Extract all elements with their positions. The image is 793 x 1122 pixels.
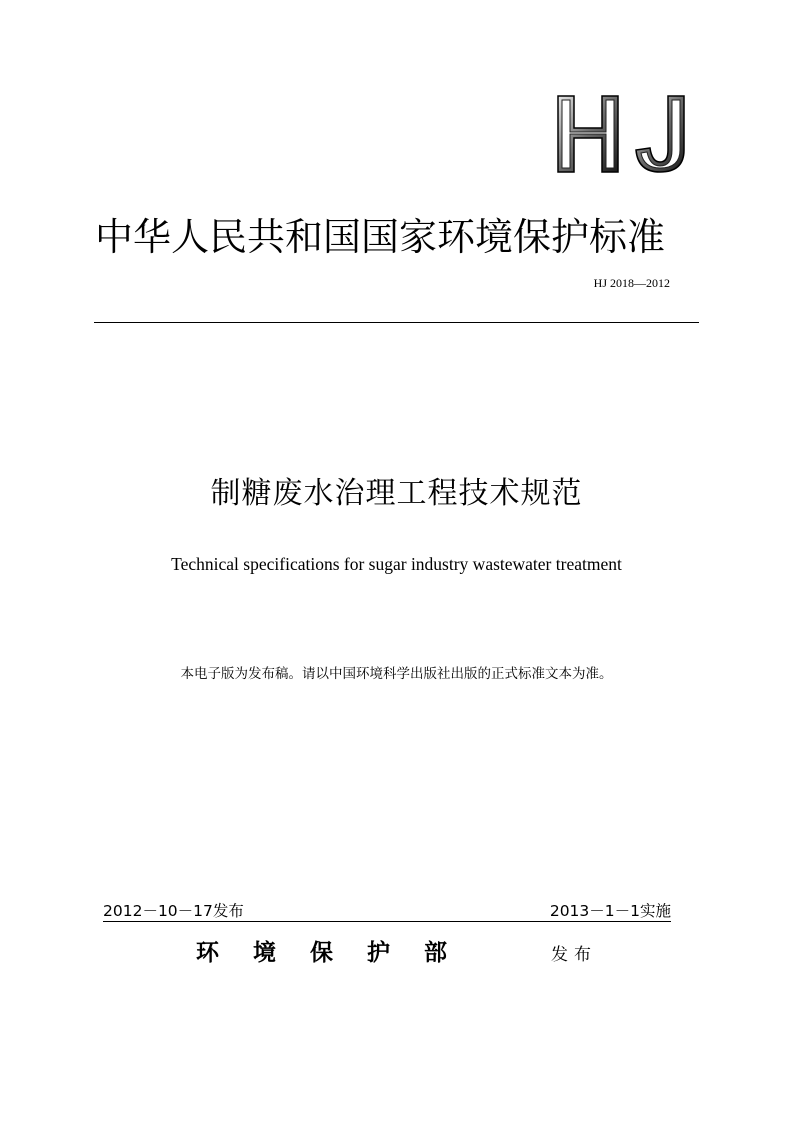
document-subtitle: Technical specifications for sugar industry wastewater treatment — [171, 554, 622, 574]
logo-letter-j — [636, 96, 684, 172]
header-divider — [94, 322, 699, 323]
hj-logo — [552, 92, 692, 178]
publisher-name: 环境保护部 — [196, 939, 481, 966]
publish-label: 发布 — [551, 945, 597, 965]
implementation-date: 2013－1－1实施 — [549, 902, 671, 920]
edition-notice: 本电子版为发布稿。请以中国环境科学出版社出版的正式标准文本为准。 — [180, 666, 613, 682]
footer-divider — [103, 921, 671, 922]
issue-date: 2012－10－17发布 — [103, 902, 244, 920]
standard-code: HJ 2018—2012 — [593, 276, 670, 290]
document-title: 制糖废水治理工程技术规范 — [210, 476, 583, 511]
org-title: 中华人民共和国国家环境保护标准 — [95, 215, 666, 259]
logo-letter-h — [558, 96, 618, 172]
